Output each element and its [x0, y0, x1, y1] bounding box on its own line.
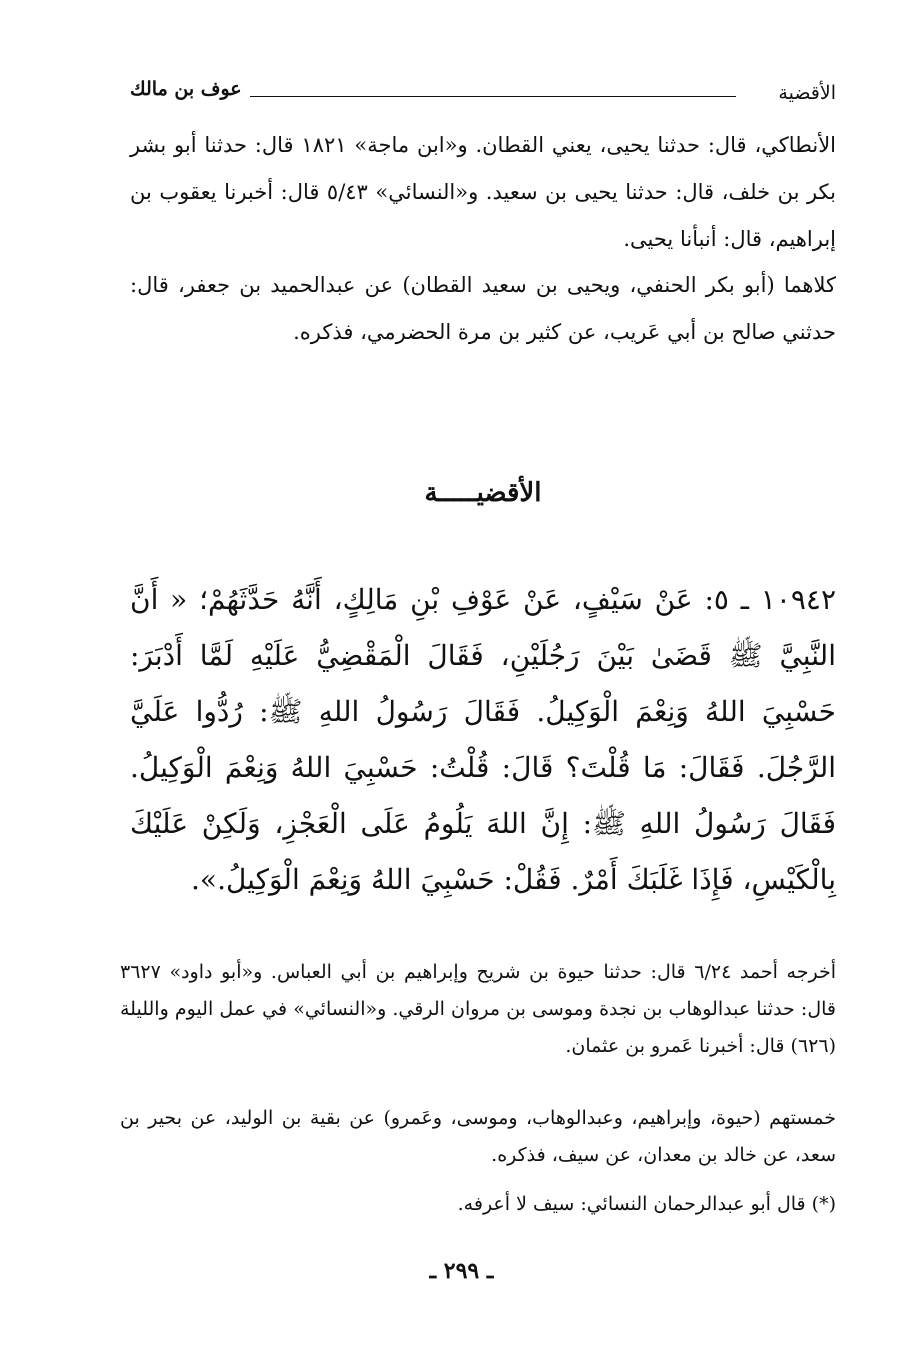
- footnote: (*) قال أبو عبدالرحمان النسائي: سيف لا أعرفه.: [457, 1193, 836, 1215]
- header-chapter-title: عوف بن مالك: [130, 78, 242, 100]
- paragraph-chain-summary: كلاهما (أبو بكر الحنفي، ويحيى بن سعيد القطان) عن عبدالحميد بن جعفر، قال: حدثني صالح بن أبي عَريب، عن كثير بن مرة الحضرمي، فذكره.: [130, 273, 836, 344]
- header-rule: [250, 96, 736, 97]
- section-heading: الأقضيـــــة: [424, 478, 542, 508]
- paragraph-takhrij-continuation: الأنطاكي، قال: حدثنا يحيى، يعني القطان. و«ابن ماجة» ١٨٢١ قال: حدثنا أبو بشر بكر بن خلف، قال: حدثنا يحيى بن سعيد. و«النسائي» ٥/٤٣ قال: أخبرنا يعقوب بن إبراهيم، قال: أنبأنا يحيى.: [130, 133, 836, 251]
- running-header: [130, 78, 836, 114]
- paragraph-chain: خمستهم (حيوة، وإبراهيم، وعبدالوهاب، وموسى، وعَمرو) عن بقية بن الوليد، عن بحير بن سعد، عن خالد بن معدان، عن سيف، فذكره.: [120, 1107, 836, 1166]
- header-section-title: الأقضية: [778, 82, 836, 104]
- hadith-text: ١٠٩٤٢ ـ ٥: عَنْ سَيْفٍ، عَنْ عَوْفِ بْنِ مَالِكٍ، أَنَّهُ حَدَّثَهُمْ؛ « أَنَّ النَّبِيَّ ﷺ قَضَىٰ بَيْنَ رَجُلَيْنِ، فَقَالَ الْمَقْضِيُّ عَلَيْهِ لَمَّا أَدْبَرَ: حَسْبِيَ اللهُ وَنِعْمَ الْوَكِيلُ. فَقَالَ رَسُولُ اللهِ ﷺ: رُدُّوا عَلَيَّ الرَّجُلَ. فَقَالَ: مَا قُلْتَ؟ قَالَ: قُلْتُ: حَسْبِيَ اللهُ وَنِعْمَ الْوَكِيلُ. فَقَالَ رَسُولُ اللهِ ﷺ: إِنَّ اللهَ يَلُومُ عَلَى الْعَجْزِ، وَلَكِنْ عَلَيْكَ بِالْكَيْسِ، فَإِذَا غَلَبَكَ أَمْرٌ. فَقُلْ: حَسْبِيَ اللهُ وَنِعْمَ الْوَكِيلُ.».: [130, 583, 836, 896]
- page-number: ـ ٢٩٩ ـ: [429, 1258, 494, 1284]
- paragraph-takhrij: أخرجه أحمد ٦/٢٤ قال: حدثنا حيوة بن شريح وإبراهيم بن أبي العباس. و«أبو داود» ٣٦٢٧ قال: حدثنا عبدالوهاب بن نجدة وموسى بن مروان الرقي. و«النسائي» في عمل اليوم والليلة (٦٢٦) قال: أخبرنا عَمرو بن عثمان.: [120, 961, 836, 1057]
